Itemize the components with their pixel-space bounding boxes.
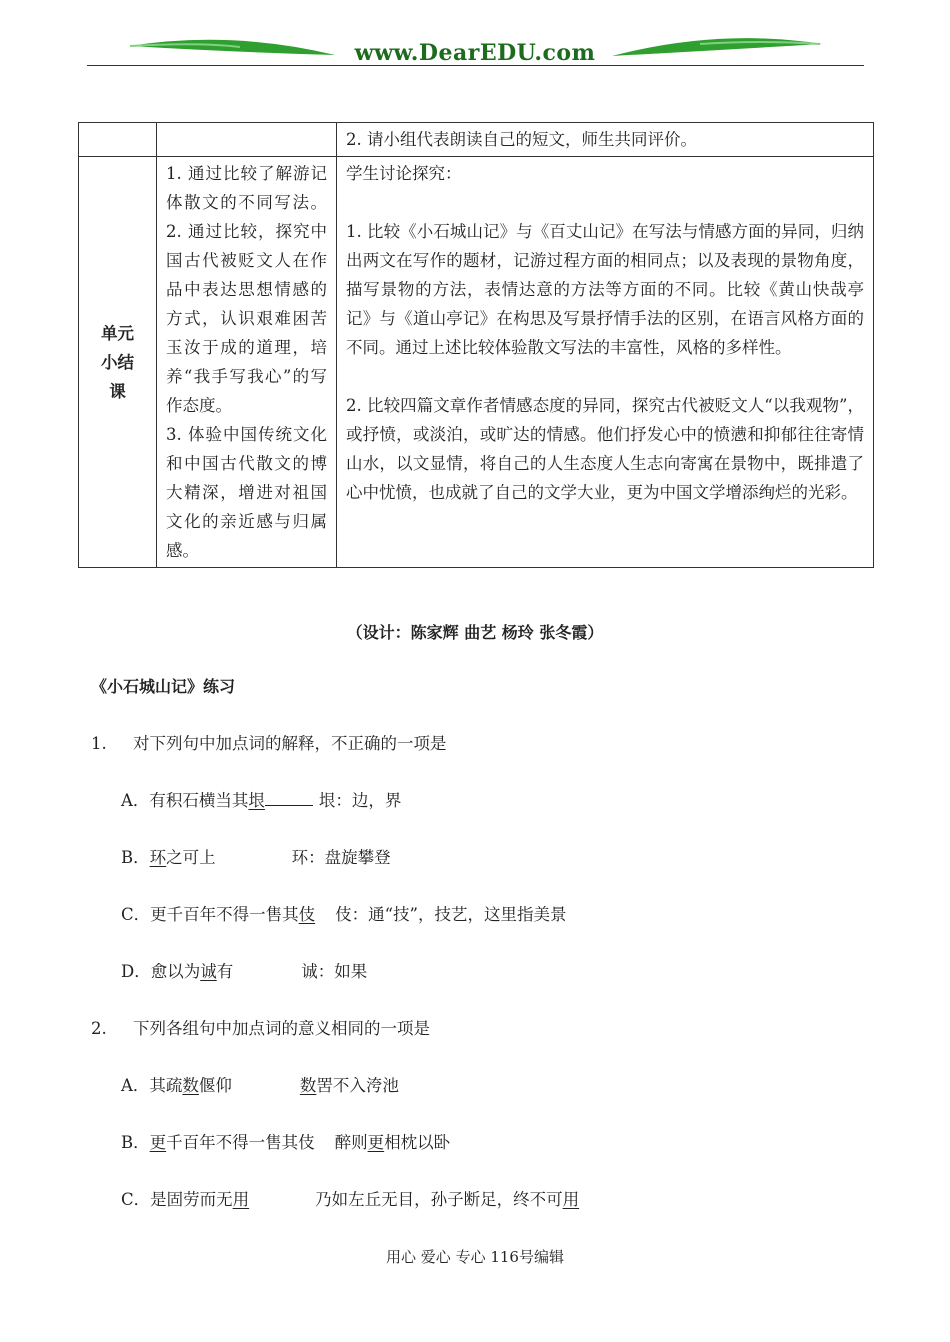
process-text: 2. 请小组代表朗读自己的短文，师生共同评价。 [346, 130, 697, 149]
process-cell [337, 157, 874, 568]
dotted-word: 更 [367, 1133, 385, 1152]
goal-item: 3. 体验中国传统文化和中国古代散文的博大精深，增进对祖国文化的亲近感与归属感。 [166, 425, 327, 560]
lesson-plan-table [78, 122, 874, 568]
goal-item: 1. 通过比较了解游记体散文的不同写法。2. 通过比较，探究中国古代被贬文人在作品中表达思想情感的方式，认识艰难困苦玉汝于成的道理，培养“我手写我心”的写作态度。 [166, 164, 327, 415]
label-line: 小结 [101, 352, 134, 372]
table-cell-empty [157, 123, 337, 157]
page-footer: 用心 爱心 专心 116号编辑 [386, 1248, 564, 1266]
option-1c: C．更千百年不得一售其伎 伎：通“技”，技艺，这里指美景 [121, 905, 567, 924]
option-2b: B．更千百年不得一售其伎 醉则更相枕以卧 [121, 1133, 451, 1152]
dotted-word: 伎 [298, 905, 316, 924]
site-header-banner [0, 0, 950, 80]
question-1: 1. 对下列句中加点词的解释，不正确的一项是 [91, 734, 447, 753]
label-line: 单元 [101, 323, 134, 343]
process-cell [337, 123, 874, 157]
table-row [79, 157, 874, 568]
dotted-word: 诚 [200, 962, 217, 981]
process-intro: 学生讨论探究： [346, 164, 462, 183]
header-divider [87, 65, 864, 66]
dotted-word: 更 [149, 1133, 167, 1152]
option-1b: B．环之可上 环：盘旋攀登 [121, 848, 391, 867]
option-2c: C．是固劳而无用 乃如左丘无目，孙子断足，终不可用 [121, 1190, 580, 1209]
dotted-word: 用 [562, 1190, 580, 1209]
dotted-word: 环 [149, 848, 167, 867]
option-1d: D．愈以为诚有 诚：如果 [121, 962, 368, 981]
exercise-title: 《小石城山记》练习 [91, 677, 236, 696]
table-row [79, 123, 874, 157]
dotted-word: 垠 [248, 791, 265, 810]
dotted-word: 用 [232, 1190, 250, 1209]
table-cell-empty [79, 123, 157, 157]
option-1a: A．有积石横当其垠 垠：边，界 [121, 791, 402, 810]
lesson-type-label [79, 157, 157, 568]
option-2a: A．其疏数偃仰 数罟不入洿池 [121, 1076, 399, 1095]
dotted-word: 数 [182, 1076, 199, 1095]
teaching-goals-cell [157, 157, 337, 568]
question-2: 2. 下列各组句中加点词的意义相同的一项是 [91, 1019, 430, 1038]
site-logo-text: www.DearEDU.com [354, 40, 596, 66]
process-paragraph: 2. 比较四篇文章作者情感态度的异同，探究古代被贬文人“以我观物”，或抒愤，或淡泊，或旷达的情感。他们抒发心中的愤懑和抑郁往往寄情山水，以文显情，将自己的人生态度人生志向寄寓在景物中，既排遣了心中忧愤，也成就了自己的文学大业，更为中国文学增添绚烂的光彩。 [346, 396, 864, 502]
process-paragraph: 1. 比较《小石城山记》与《百丈山记》在写法与情感方面的异同，归纳出两文在写作的题材，记游过程方面的相同点；以及表现的景物角度，描写景物的方法，表情达意的方法等方面的不同。比较《黄山快哉亭记》与《道山亭记》在构思及写景抒情手法的区别，在语言风格方面的不同。通过上述比较体验散文写法的丰富性，风格的多样性。 [346, 222, 864, 357]
label-line: 课 [109, 381, 126, 401]
dotted-word: 数 [299, 1076, 317, 1095]
design-credit: （设计：陈家辉 曲艺 杨玲 张冬霞） [346, 623, 604, 642]
